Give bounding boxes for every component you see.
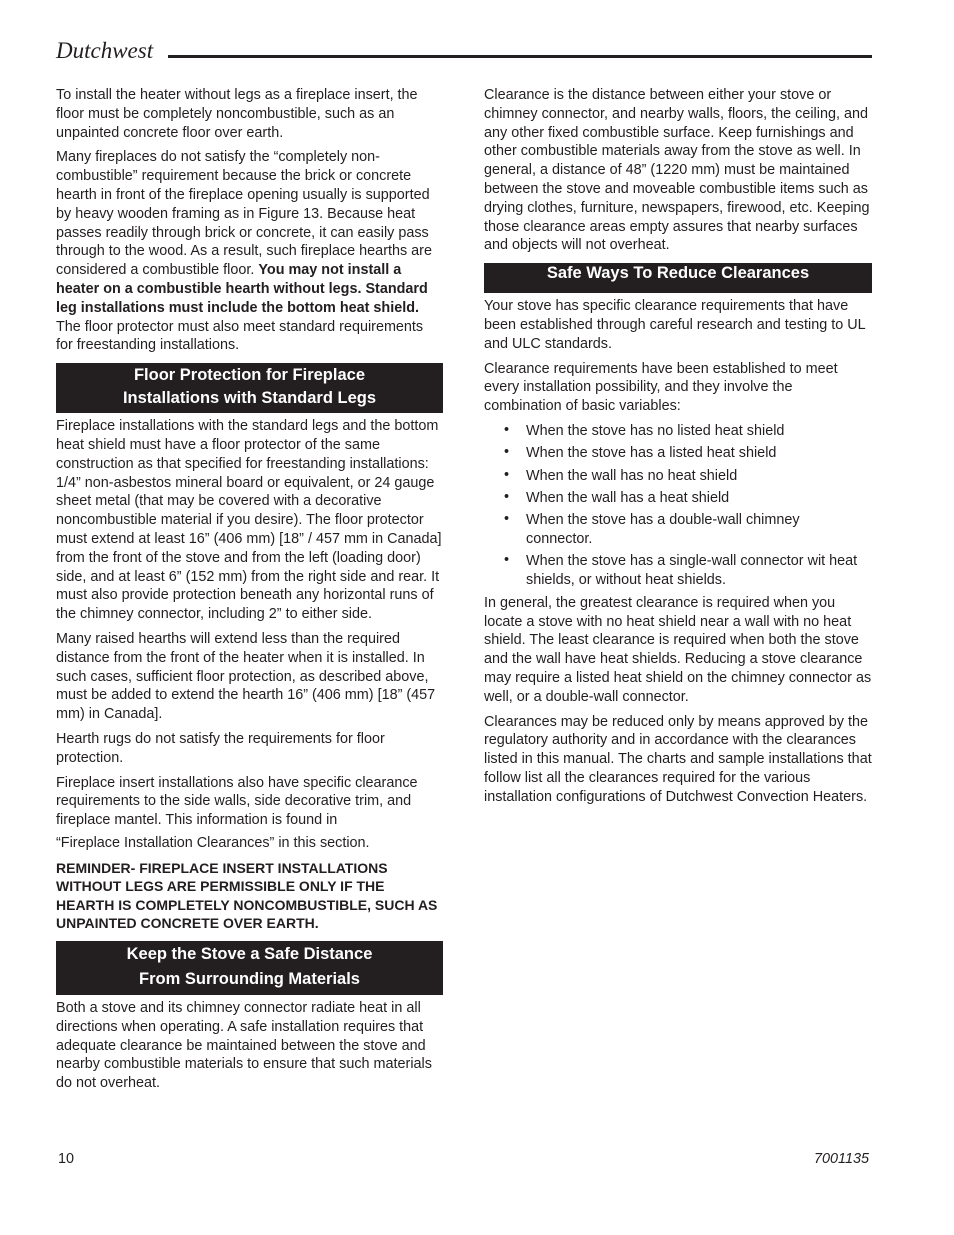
paragraph-requirements: Your stove has specific clearance requirements that have been established through careful research and testing to UL and ULC standards. (484, 298, 866, 352)
list-item (504, 511, 866, 549)
paragraph-insert-clearances: Fireplace insert installations also have specific clearance requirements to the side walls, side decorative trim, and fireplace mantel. This information is found in (56, 774, 418, 829)
list-item-text: When the stove has a double-wall chimney connector. (526, 512, 800, 547)
bullet-glyph: • (504, 488, 510, 505)
page-header (56, 36, 872, 66)
section-heading-floor-protection (56, 363, 443, 413)
page-number: 10 (58, 1151, 75, 1167)
paragraph-reduced-clearances: Clearances may be reduced only by means approved by the regulatory authority and in accordance with the clearances listed in this manual. The charts and sample installations that follow list all the clearances required for the various installation configurations of Dutchwest Convection Heaters. (484, 713, 872, 805)
brand-name: Dutchwest (56, 36, 161, 66)
paragraph-insert-floor: To install the heater without legs as a fireplace insert, the floor must be completely noncombustible, such as an unpainted concrete floor over earth. (56, 87, 418, 141)
list-item-text: When the wall has a heat shield (526, 489, 730, 506)
paragraph-floor-protector: Fireplace installations with the standard legs and the bottom heat shield must have a floor protector of the same construction as that specified for freestanding installations: 1/4” non-asbestos mineral board or equivalent, or 24 gauge sheet metal (that may be covered with a decorative noncombustible material if you desire). The floor protector must extend at least 16” (406 mm) [18” / 457 mm in Canada] from the front of the stove and from the left (loading door) side, and at least 6” (152 mm) from the right side and rear. It must also provide protection beneath any horizontal runs of the chimney connector, including 2” to either side. (56, 418, 442, 623)
heading-line: Floor Protection for Fireplace (133, 366, 366, 385)
right-column (484, 86, 872, 813)
reminder-notice: REMINDER- FIREPLACE INSERT INSTALLATIONS WITHOUT LEGS ARE PERMISSIBLE ONLY IF THE HEARTH IS COMPLETELY NONCOMBUSTIBLE, SUCH AS UNPAINTED CONCRETE OVER EARTH. (56, 859, 438, 932)
heading-line: From Surrounding Materials (139, 970, 360, 989)
bullet-glyph: • (504, 511, 510, 528)
list-item (504, 444, 866, 463)
section-heading-reduce-clearances (484, 263, 872, 293)
document-number: 7001135 (814, 1151, 869, 1167)
text-run: The floor protector must also meet standard requirements for freestanding installations. (56, 318, 424, 354)
paragraph-variables: Clearance requirements have been established to meet every installation possibility, and they involve the combination of basic variables: (484, 360, 838, 415)
list-item-text: When the stove has no listed heat shield (526, 422, 785, 439)
text-run: Many fireplaces do not satisfy the “completely non-combustible” requirement because the brick or concrete hearth in front of the fireplace opening usually is supported by heavy wooden framing as in Figure 13. Because heat passes readily through brick or concrete, it can easily pass through to the wood. As a result, such fireplace hearths are considered a combustible floor. (56, 149, 432, 279)
paragraph-reference: “Fireplace Installation Clearances” in this section. (56, 834, 370, 851)
list-item (504, 552, 866, 590)
list-item-text: When the stove has a listed heat shield (526, 445, 777, 462)
bullet-glyph: • (504, 466, 510, 483)
list-item-text: When the stove has a single-wall connector wit heat shields, or without heat shields. (526, 553, 858, 589)
heading-line: Installations with Standard Legs (122, 388, 377, 407)
paragraph-hearth-rugs: Hearth rugs do not satisfy the requirements for floor protection. (56, 730, 385, 766)
bullet-glyph: • (504, 552, 510, 569)
heading-line: Safe Ways To Reduce Clearances (546, 264, 810, 283)
variables-list (484, 422, 872, 590)
paragraph-greatest-clearance: In general, the greatest clearance is required when you locate a stove with no heat shield near a wall with no heat shield. The least clearance is required when both the stove and the wall have heat shields. Reducing a stove clearance may require a listed heat shield on the chimney connector as well, or a double-wall connector. (484, 594, 872, 705)
paragraph-raised-hearths: Many raised hearths will extend less than the required distance from the front of the heater when it is installed. In such cases, sufficient floor protection, as described above, must be added to extend the hearth 16” (406 mm) [18” (457 mm) in Canada]. (56, 630, 436, 723)
list-item-text: When the wall has no heat shield (526, 467, 738, 484)
heading-line: Keep the Stove a Safe Distance (126, 945, 373, 964)
list-item (504, 422, 866, 441)
header-rule (168, 55, 872, 58)
bullet-glyph: • (504, 444, 510, 461)
list-item (504, 467, 866, 486)
list-item (504, 489, 866, 508)
bold-warning: You may not install a heater on a combustible hearth without legs. Standard leg installations must include the bottom heat shield. (56, 262, 428, 316)
left-column (56, 86, 443, 1099)
section-heading-safe-distance (56, 941, 443, 995)
paragraph-combustible-hearth (56, 148, 443, 355)
paragraph-radiate-heat: Both a stove and its chimney connector radiate heat in all directions when operating. A safe installation requires that adequate clearance be maintained between the stove and nearby combustible materials to ensure that such materials do not overheat. (56, 1000, 432, 1092)
paragraph-clearance-definition: Clearance is the distance between either your stove or chimney connector, and nearby walls, floors, the ceiling, and any other fixed combustible surface. Keep furnishings and other combustible materials away from the stove as well. In general, a distance of 48” (1220 mm) must be maintained between the stove and moveable combustible items such as drying clothes, furniture, newspapers, firewood, etc. Keeping those clearance areas empty assures that nearby surfaces and objects will not overheat. (484, 87, 870, 254)
bullet-glyph: • (504, 421, 510, 438)
